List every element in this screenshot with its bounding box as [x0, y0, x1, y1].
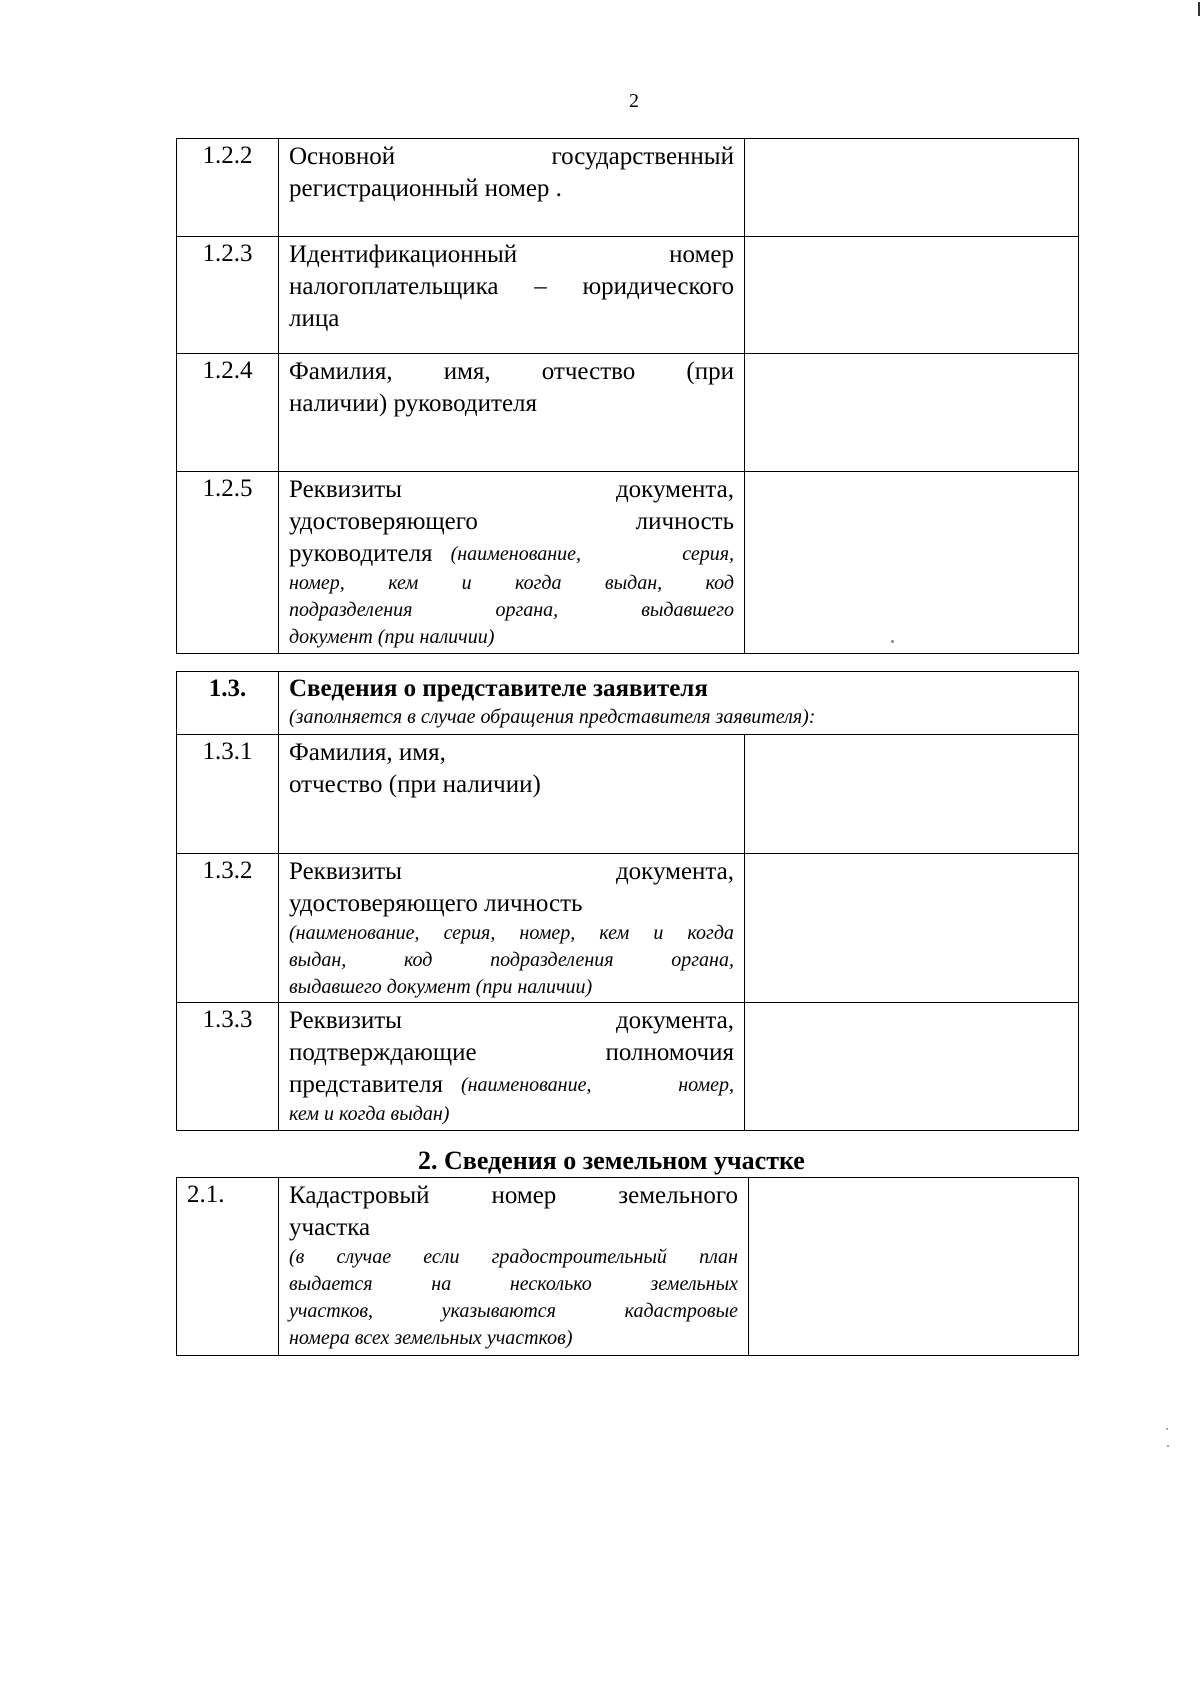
hint-line: (в случае если градостроительный план [289, 1246, 738, 1268]
hint-line: номер, кем и когда выдан, код [289, 572, 734, 594]
label-line: Реквизиты документа, [289, 476, 734, 503]
value-cell[interactable] [749, 1178, 1079, 1356]
value-cell[interactable] [745, 237, 1079, 354]
hint-line: выдан, код подразделения органа, [289, 949, 734, 971]
row-number: 1.2.5 [177, 472, 279, 654]
value-cell[interactable] [745, 139, 1079, 237]
section-row [177, 672, 1079, 735]
table-row [177, 1178, 1079, 1356]
hint-line: выдается на несколько земельных [289, 1273, 738, 1295]
label-line: подтверждающие полномочия [289, 1039, 734, 1066]
row-number: 1.2.3 [177, 237, 279, 354]
section-number: 1.3. [177, 672, 279, 735]
label-line: Кадастровый номер земельного [289, 1182, 738, 1209]
label-line: руководителя (наименование, серия, [289, 540, 734, 567]
hint-line: участков, указываются кадастровые [289, 1300, 738, 1322]
label-line: Реквизиты документа, [289, 1007, 734, 1034]
label-line: удостоверяющего личность [289, 890, 583, 917]
table-row [177, 237, 1079, 354]
hint-line: выдавшего документ (при наличии) [289, 976, 593, 998]
section-hint: (заполняется в случае обращения представителя заявителя): [289, 706, 816, 728]
hint-line: номера всех земельных участков) [289, 1327, 573, 1349]
label-line: наличии) руководителя [289, 390, 538, 417]
applicant-details-table [176, 138, 1079, 654]
value-cell[interactable] [745, 354, 1079, 472]
land-plot-table [176, 1177, 1079, 1356]
scan-speck [1167, 1445, 1169, 1447]
section-title: Сведения о представителе заявителя [289, 675, 708, 702]
row-label [279, 139, 745, 237]
row-label [279, 237, 745, 354]
row-number: 1.3.3 [177, 1003, 279, 1131]
label-line: Реквизиты документа, [289, 858, 734, 885]
label-line: налогоплательщика – юридического [289, 273, 734, 300]
label-line: удостоверяющего личность [289, 508, 734, 535]
value-cell[interactable] [745, 472, 1079, 654]
hint-line: подразделения органа, выдавшего [289, 599, 734, 621]
label-line: представителя (наименование, номер, [289, 1071, 734, 1098]
label-line: регистрационный номер . [289, 175, 562, 202]
table-row [177, 854, 1079, 1003]
table-row [177, 472, 1079, 654]
table-row [177, 1003, 1079, 1131]
label-line: Фамилия, имя, [289, 739, 446, 766]
row-number: 1.3.1 [177, 735, 279, 854]
scan-speck [891, 640, 894, 643]
label-line: Идентификационный номер [289, 241, 734, 268]
row-number: 1.3.2 [177, 854, 279, 1003]
section-header [279, 672, 1079, 735]
hint-line: (наименование, серия, номер, кем и когда [289, 922, 734, 944]
section-2-heading: 2. Сведения о земельном участке [418, 1146, 805, 1175]
value-cell[interactable] [745, 1003, 1079, 1131]
table-row [177, 735, 1079, 854]
hint-line: документ (при наличии) [289, 626, 495, 648]
row-label [279, 735, 745, 854]
row-number: 1.2.4 [177, 354, 279, 472]
value-cell[interactable] [745, 854, 1079, 1003]
page-number: 2 [629, 90, 639, 112]
row-label [279, 1003, 745, 1131]
representative-table [176, 671, 1079, 1131]
row-number: 2.1. [177, 1178, 279, 1356]
label-line: лица [289, 305, 340, 332]
row-label [279, 1178, 749, 1356]
scan-speck [1166, 1428, 1168, 1430]
label-line: Основной государственный [289, 143, 734, 170]
table-row [177, 354, 1079, 472]
row-label [279, 472, 745, 654]
row-label [279, 854, 745, 1003]
label-line: отчество (при наличии) [289, 771, 541, 798]
hint-line: кем и когда выдан) [289, 1103, 450, 1125]
label-line: участка [289, 1214, 371, 1241]
table-row [177, 139, 1079, 237]
label-line: Фамилия, имя, отчество (при [289, 358, 734, 385]
row-number: 1.2.2 [177, 139, 279, 237]
value-cell[interactable] [745, 735, 1079, 854]
row-label [279, 354, 745, 472]
